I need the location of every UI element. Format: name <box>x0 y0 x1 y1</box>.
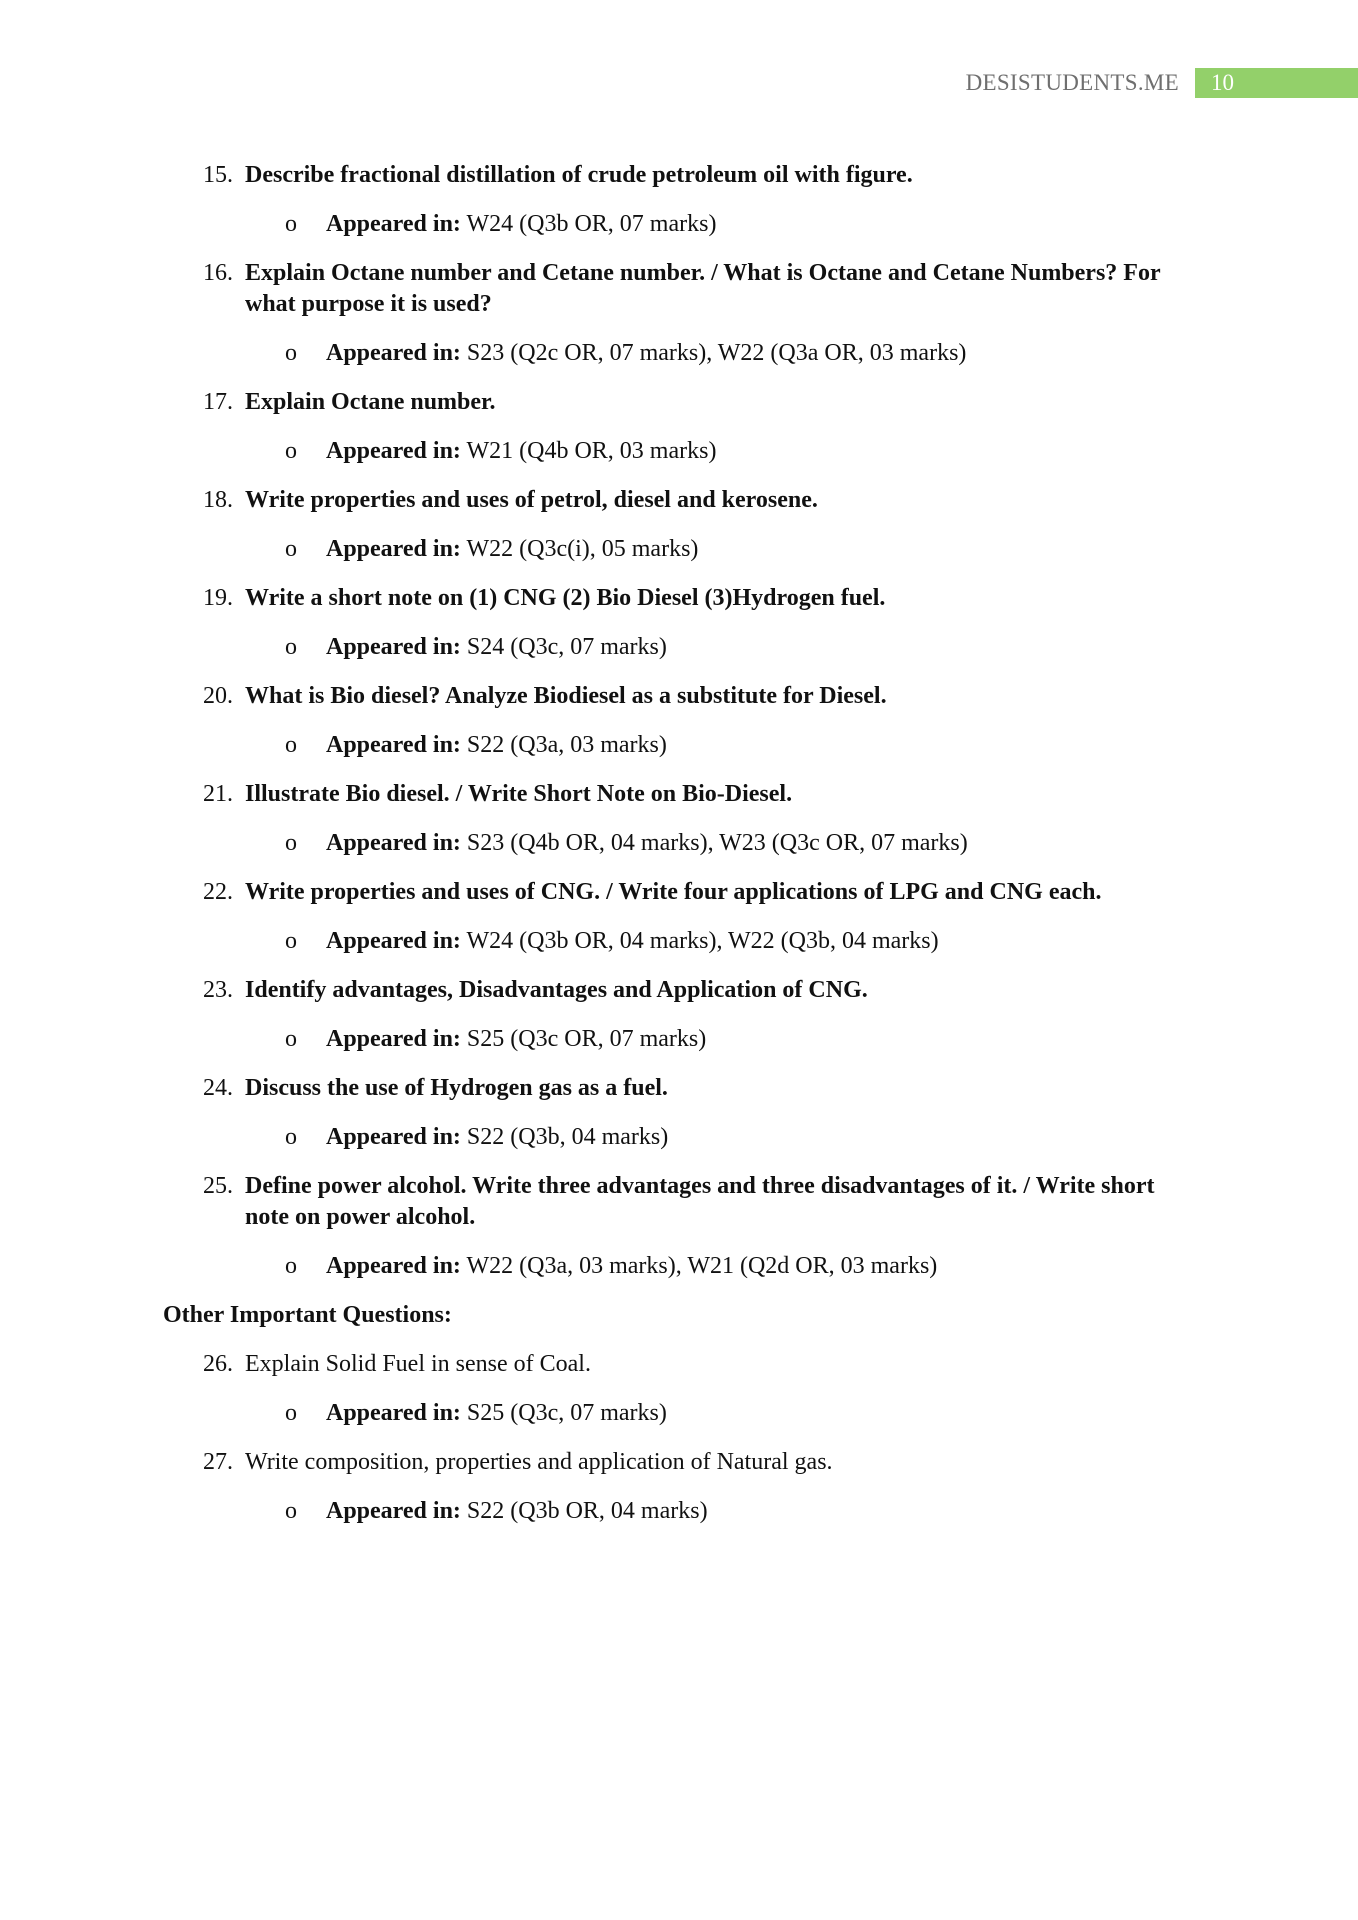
question-item <box>0 681 1358 712</box>
bullet-icon: o <box>285 211 297 237</box>
appeared-value: S25 (Q3c, 07 marks) <box>466 1400 667 1426</box>
appeared-value: S24 (Q3c, 07 marks) <box>466 634 667 660</box>
question-text: Write a short note on (1) CNG (2) Bio Diesel (3)Hydrogen fuel. <box>245 585 886 611</box>
bullet-icon: o <box>285 536 297 562</box>
question-number: 22. <box>203 879 233 905</box>
bullet-icon: o <box>285 1498 297 1524</box>
question-number: 25. <box>203 1173 233 1199</box>
appeared-in <box>0 926 1358 957</box>
question-number: 18. <box>203 487 233 513</box>
appeared-label: Appeared in: <box>326 438 461 464</box>
appeared-in <box>0 1496 1358 1527</box>
appeared-value: W24 (Q3b OR, 04 marks), W22 (Q3b, 04 marks) <box>466 928 939 954</box>
appeared-in <box>0 1024 1358 1055</box>
appeared-label: Appeared in: <box>326 1253 461 1279</box>
bullet-icon: o <box>285 1026 297 1052</box>
appeared-label: Appeared in: <box>326 536 461 562</box>
appeared-in <box>0 534 1358 565</box>
appeared-label: Appeared in: <box>326 1026 461 1052</box>
question-list <box>0 160 1358 1545</box>
bullet-icon: o <box>285 634 297 660</box>
page-header <box>966 68 1358 98</box>
bullet-icon: o <box>285 1400 297 1426</box>
question-text: Write properties and uses of CNG. / Write four applications of LPG and CNG each. <box>245 879 1102 905</box>
appeared-in <box>0 1122 1358 1153</box>
question-text: What is Bio diesel? Analyze Biodiesel as a substitute for Diesel. <box>245 683 887 709</box>
section-heading: Other Important Questions: <box>163 1302 452 1328</box>
question-number: 16. <box>203 260 233 286</box>
bullet-icon: o <box>285 830 297 856</box>
question-number: 24. <box>203 1075 233 1101</box>
appeared-in <box>0 828 1358 859</box>
bullet-icon: o <box>285 1124 297 1150</box>
appeared-label: Appeared in: <box>326 340 461 366</box>
site-name: DESISTUDENTS.ME <box>965 70 1179 95</box>
question-item <box>0 583 1358 614</box>
appeared-in <box>0 338 1358 369</box>
question-text: Write properties and uses of petrol, diesel and kerosene. <box>245 487 818 513</box>
question-text: Describe fractional distillation of crude petroleum oil with figure. <box>245 162 913 188</box>
question-item <box>0 1349 1358 1380</box>
question-item <box>0 485 1358 516</box>
appeared-label: Appeared in: <box>326 830 461 856</box>
question-item <box>0 975 1358 1006</box>
question-item <box>0 1447 1358 1478</box>
appeared-value: S22 (Q3b, 04 marks) <box>466 1124 669 1150</box>
appeared-value: W22 (Q3c(i), 05 marks) <box>466 536 699 562</box>
bullet-icon: o <box>285 340 297 366</box>
question-number: 15. <box>203 162 233 188</box>
question-text: Define power alcohol. Write three advantages and three disadvantages of it. / Write short note on power alcohol. <box>245 1173 1155 1230</box>
question-text: Explain Octane number and Cetane number. / What is Octane and Cetane Numbers? For what purpose it is used? <box>245 260 1161 317</box>
appeared-value: S22 (Q3b OR, 04 marks) <box>466 1498 708 1524</box>
question-number: 19. <box>203 585 233 611</box>
question-number: 17. <box>203 389 233 415</box>
question-item <box>0 779 1358 810</box>
question-text: Discuss the use of Hydrogen gas as a fuel. <box>245 1075 668 1101</box>
question-number: 27. <box>203 1449 233 1475</box>
question-text: Illustrate Bio diesel. / Write Short Note on Bio-Diesel. <box>245 781 793 807</box>
bullet-icon: o <box>285 928 297 954</box>
question-text: Identify advantages, Disadvantages and Application of CNG. <box>245 977 868 1003</box>
question-item <box>0 877 1358 908</box>
question-item <box>0 258 1358 320</box>
question-item <box>0 160 1358 191</box>
bullet-icon: o <box>285 438 297 464</box>
question-item <box>0 1171 1358 1233</box>
appeared-label: Appeared in: <box>326 928 461 954</box>
appeared-label: Appeared in: <box>326 732 461 758</box>
appeared-value: W24 (Q3b OR, 07 marks) <box>466 211 717 237</box>
appeared-value: S25 (Q3c OR, 07 marks) <box>466 1026 707 1052</box>
appeared-label: Appeared in: <box>326 211 461 237</box>
appeared-in <box>0 632 1358 663</box>
appeared-label: Appeared in: <box>326 1498 461 1524</box>
appeared-value: S23 (Q2c OR, 07 marks), W22 (Q3a OR, 03 marks) <box>466 340 967 366</box>
question-text: Write composition, properties and application of Natural gas. <box>245 1449 833 1475</box>
bullet-icon: o <box>285 732 297 758</box>
bullet-icon: o <box>285 1253 297 1279</box>
question-number: 23. <box>203 977 233 1003</box>
appeared-in <box>0 209 1358 240</box>
appeared-value: S22 (Q3a, 03 marks) <box>466 732 667 758</box>
appeared-label: Appeared in: <box>326 634 461 660</box>
question-text: Explain Octane number. <box>245 389 496 415</box>
appeared-value: W22 (Q3a, 03 marks), W21 (Q2d OR, 03 marks) <box>466 1253 938 1279</box>
question-item <box>0 387 1358 418</box>
appeared-in <box>0 1398 1358 1429</box>
appeared-value: W21 (Q4b OR, 03 marks) <box>466 438 717 464</box>
question-number: 21. <box>203 781 233 807</box>
question-number: 26. <box>203 1351 233 1377</box>
appeared-label: Appeared in: <box>326 1124 461 1150</box>
appeared-in <box>0 730 1358 761</box>
appeared-in <box>0 436 1358 467</box>
appeared-in <box>0 1251 1358 1282</box>
question-item <box>0 1073 1358 1104</box>
appeared-label: Appeared in: <box>326 1400 461 1426</box>
question-text: Explain Solid Fuel in sense of Coal. <box>245 1351 591 1377</box>
appeared-value: S23 (Q4b OR, 04 marks), W23 (Q3c OR, 07 marks) <box>466 830 968 856</box>
page-number: 10 <box>1195 68 1358 98</box>
question-number: 20. <box>203 683 233 709</box>
